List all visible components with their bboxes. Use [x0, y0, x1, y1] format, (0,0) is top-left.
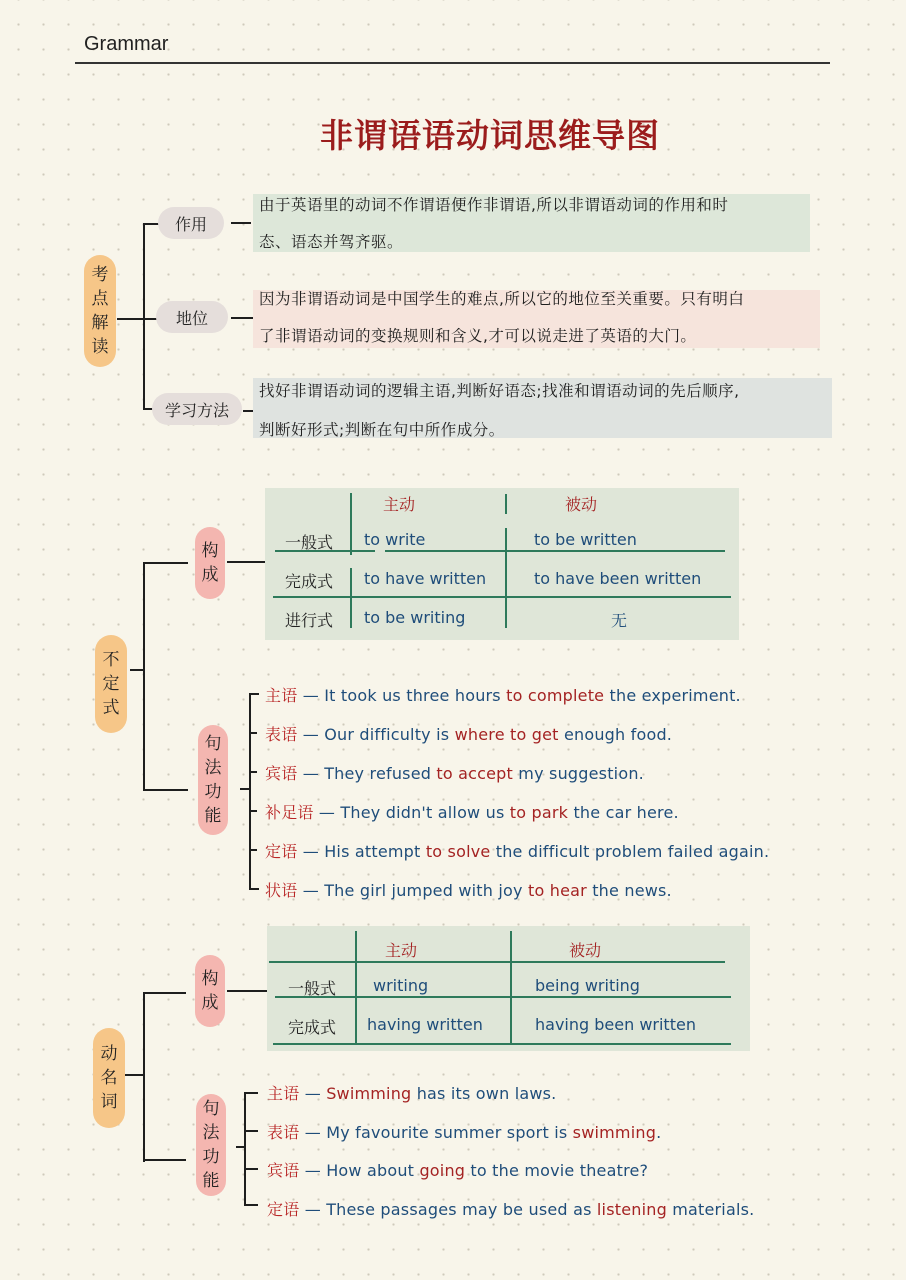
connector [143, 223, 145, 410]
sentence-predicative: 表语 — Our difficulty is where to get enough food. [265, 725, 673, 744]
connector [143, 992, 145, 1162]
connector [249, 849, 257, 851]
cell-passive: being writing [535, 976, 640, 995]
infinitive-forms-table [265, 488, 739, 640]
connector [143, 992, 186, 994]
cell-passive: having been written [535, 1015, 696, 1034]
connector [143, 562, 145, 791]
connector [231, 317, 255, 319]
col-header-active: 主动 [383, 495, 416, 514]
text-block-role: 由于英语里的动词不作谓语便作非谓语,所以非谓语动词的作用和时 态、语态并驾齐驱。 [253, 194, 810, 252]
connector [227, 990, 267, 992]
connector [125, 1074, 145, 1076]
row-label: 一般式 [285, 533, 334, 552]
root-node-gerund: 动 名 词 [93, 1028, 125, 1128]
cell-active: writing [373, 976, 429, 995]
sentence-object: 宾语 — They refused to accept my suggestion. [265, 764, 644, 783]
connector [143, 789, 188, 791]
cell-active: having written [367, 1015, 483, 1034]
node-structure: 构 成 [195, 527, 225, 599]
row-label: 完成式 [288, 1018, 337, 1037]
connector [117, 318, 145, 320]
branch-role: 作用 [158, 207, 224, 239]
sentence-predicative: 表语 — My favourite summer sport is swimming. [267, 1123, 662, 1142]
connector [244, 1204, 258, 1206]
connector [227, 561, 267, 563]
node-syntax-function: 句 法 功 能 [196, 1094, 226, 1196]
connector [249, 693, 251, 889]
row-label: 进行式 [285, 611, 334, 630]
connector [231, 222, 251, 224]
branch-study-method: 学习方法 [152, 393, 242, 425]
sentence-object: 宾语 — How about going to the movie theatre? [267, 1161, 649, 1180]
text-block-status: 因为非谓语动词是中国学生的难点,所以它的地位至关重要。只有明白 了非谓语动词的变换规则和含义,才可以说走进了英语的大门。 [253, 290, 820, 348]
root-node-infinitive: 不 定 式 [95, 635, 127, 733]
cell-active: to write [364, 530, 426, 549]
page-title: 非谓语语动词思维导图 [320, 116, 660, 155]
sentence-adverbial: 状语 — The girl jumped with joy to hear the news. [265, 881, 672, 900]
sentence-subject: 主语 — Swimming has its own laws. [267, 1084, 557, 1103]
row-label: 完成式 [285, 572, 334, 591]
cell-active: to be writing [364, 608, 466, 627]
sentence-attributive: 定语 — These passages may be used as listening materials. [267, 1200, 755, 1219]
connector [249, 693, 259, 695]
sentence-subject: 主语 — It took us three hours to complete the experiment. [265, 686, 741, 705]
connector [249, 810, 257, 812]
connector [244, 1092, 258, 1094]
connector [249, 771, 257, 773]
node-syntax-function: 句 法 功 能 [198, 725, 228, 835]
connector [143, 1159, 186, 1161]
sentence-complement: 补足语 — They didn't allow us to park the car here. [265, 803, 679, 822]
col-header-passive: 被动 [569, 941, 602, 960]
connector [244, 1092, 246, 1206]
connector [249, 732, 257, 734]
connector [244, 1130, 258, 1132]
text-block-study-method: 找好非谓语动词的逻辑主语,判断好语态;找准和谓语动词的先后顺序, 判断好形式;判断在句中所作成分。 [253, 378, 832, 438]
cell-passive: to be written [534, 530, 637, 549]
col-header-passive: 被动 [565, 495, 598, 514]
row-label: 一般式 [288, 979, 337, 998]
header-label: Grammar [84, 33, 169, 55]
node-structure: 构 成 [195, 955, 225, 1027]
header-divider [75, 62, 830, 64]
branch-status: 地位 [156, 301, 228, 333]
root-node-key-points: 考 点 解 读 [84, 255, 116, 367]
cell-passive: 无 [611, 611, 628, 630]
gerund-forms-table [267, 926, 750, 1051]
connector [143, 562, 188, 564]
col-header-active: 主动 [385, 941, 418, 960]
sentence-attributive: 定语 — His attempt to solve the difficult problem failed again. [265, 842, 770, 861]
connector [244, 1168, 258, 1170]
cell-active: to have written [364, 569, 487, 588]
connector [249, 888, 259, 890]
cell-passive: to have been written [534, 569, 702, 588]
